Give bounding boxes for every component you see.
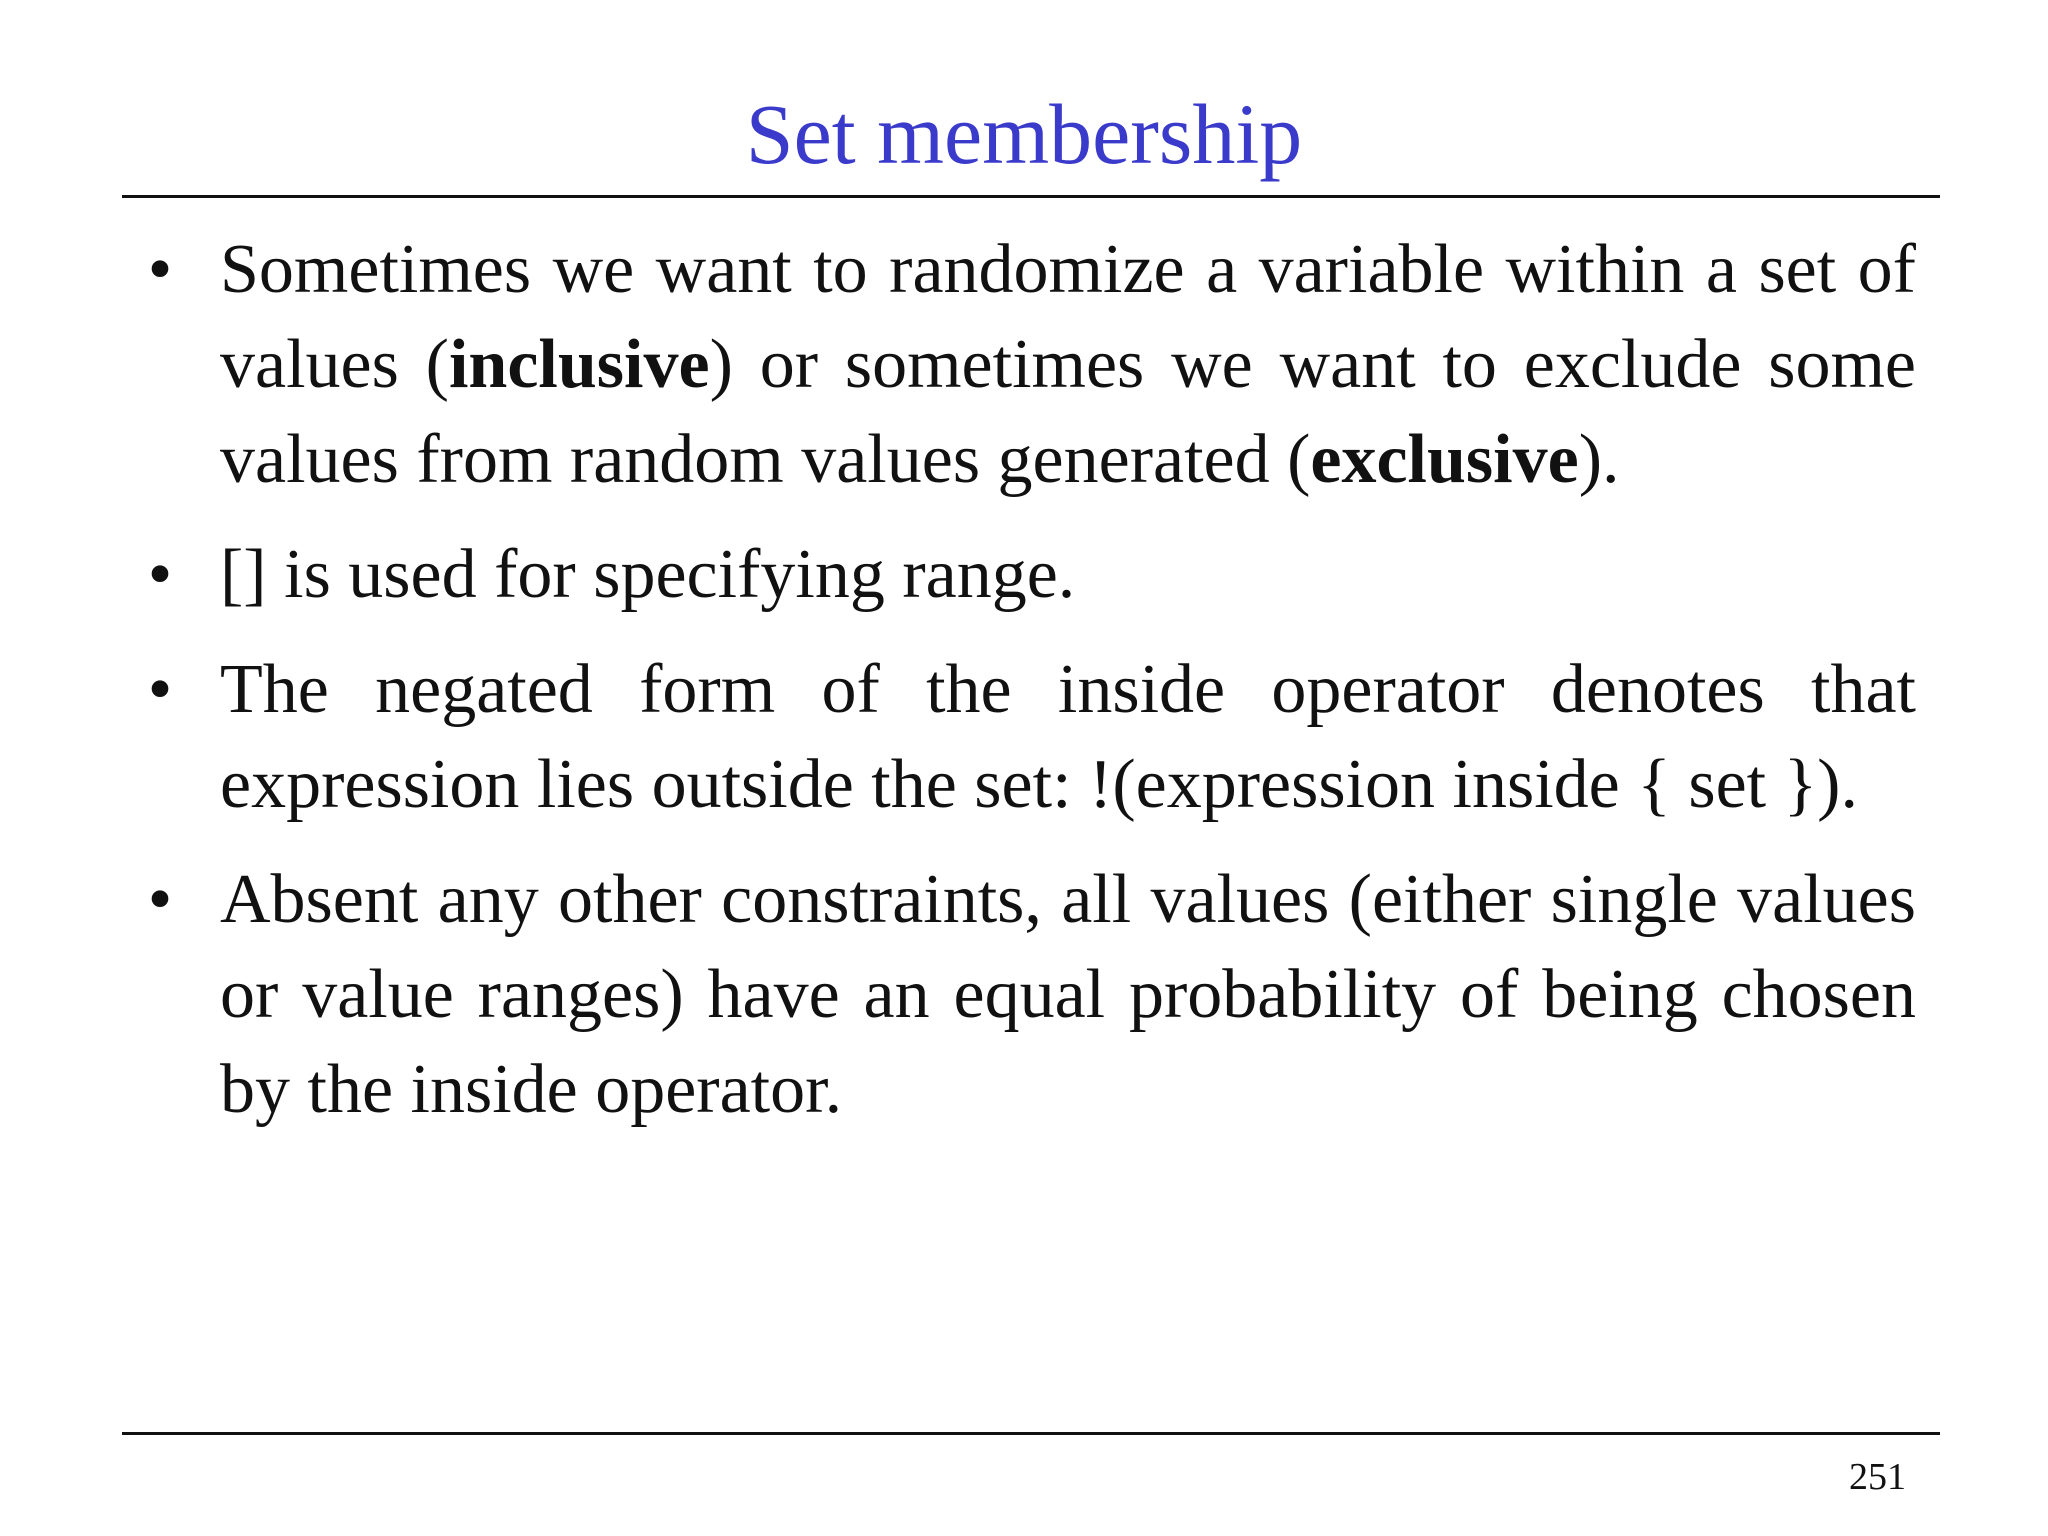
bullet-item-1	[140, 222, 1916, 507]
bullet-text: The negated form of the inside operator denotes that expression lies outside the set: !(expression inside { set }).	[220, 651, 1916, 823]
bullet-marker: •	[147, 861, 173, 938]
bullet-text-part: ) or sometimes we want to exclude some values from random values generated (	[220, 326, 1917, 498]
bullet-text: Absent any other constraints, all values (either single values or value ranges) have an equal probability of being chosen by the inside operator.	[220, 861, 1916, 1128]
bullet-item-3	[140, 642, 1916, 832]
bullet-list	[140, 222, 1916, 1157]
title-divider	[122, 195, 1940, 198]
footer-divider	[122, 1432, 1940, 1435]
bullet-item-2	[140, 527, 1916, 622]
bullet-text	[220, 222, 1916, 507]
page-number: 251	[1849, 1456, 1906, 1498]
bullet-marker: •	[147, 651, 173, 728]
bullet-text: [] is used for specifying range.	[220, 536, 1076, 613]
bullet-marker: •	[147, 536, 173, 613]
bullet-marker: •	[147, 231, 173, 308]
bold-term-exclusive: exclusive	[1310, 421, 1579, 498]
bullet-item-4	[140, 852, 1916, 1137]
bullet-text-part: Sometimes we want to randomize a variable within a set of values (	[220, 231, 1916, 403]
slide-title: Set membership	[745, 86, 1303, 182]
bold-term-inclusive: inclusive	[448, 326, 710, 403]
bullet-text-part: ).	[1578, 421, 1620, 498]
